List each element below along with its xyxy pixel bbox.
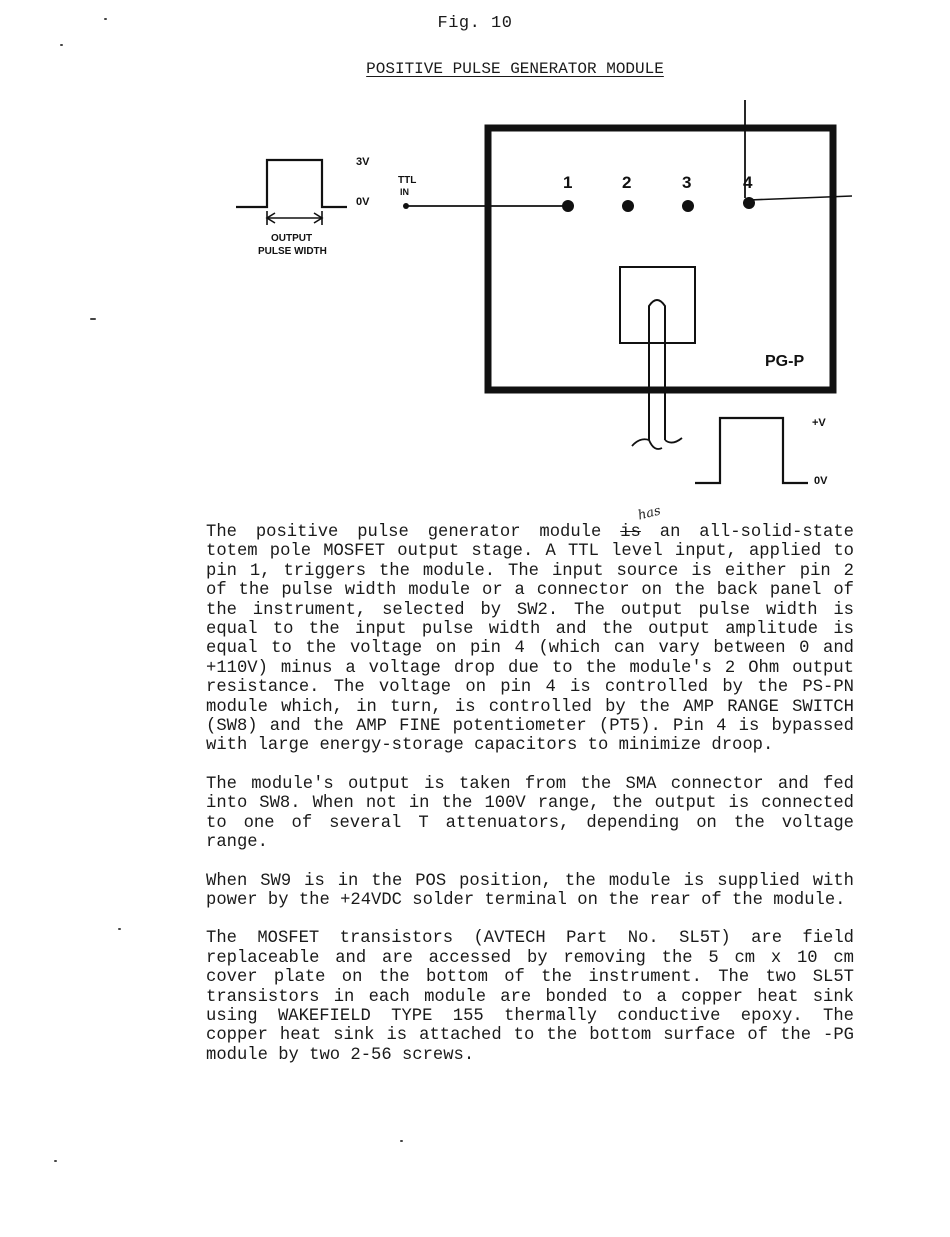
description-text: [206, 523, 854, 1084]
pin-2-dot: [622, 200, 634, 212]
output-low-level-label: 0V: [814, 475, 828, 487]
paragraph-1: [206, 523, 854, 756]
module-box: [488, 128, 833, 390]
scan-speck: [54, 1160, 57, 1162]
ttl-label: TTL: [398, 175, 417, 186]
figure-title: POSITIVE PULSE GENERATOR MODULE: [366, 60, 664, 78]
struck-word: is: [620, 523, 641, 542]
pin-2-label: 2: [622, 173, 632, 192]
output-high-level-label: +V: [812, 417, 826, 429]
pin-3-dot: [682, 200, 694, 212]
scan-speck: [118, 928, 121, 930]
sma-connector: [620, 267, 695, 343]
pin-4-dot: [743, 197, 755, 209]
paragraph-2: The module's output is taken from the SMA connector and fed into SW8. When not in the 100V range, the output is connected to one of several T attenuators, depending on the voltage range.: [206, 774, 854, 853]
pulse-width-caption-line1: OUTPUT: [271, 233, 313, 244]
input-pulse-waveform: [236, 160, 347, 225]
handwritten-correction: has: [636, 503, 663, 524]
module-name-label: PG-P: [765, 353, 805, 370]
figure-label: Fig. 10: [437, 14, 513, 33]
pin-3-label: 3: [682, 173, 692, 192]
pin-4-bypass-wire: [749, 196, 852, 200]
paragraph-4: The MOSFET transistors (AVTECH Part No. SL5T) are field replaceable and are accessed by removing the 5 cm x 10 cm cover plate on the bottom of the instrument. The two SL5T transistors in each module are bonded to a copper heat sink using WAKEFIELD TYPE 155 thermally conductive epoxy. The copper heat sink is attached to the bottom surface of the -PG module by two 2-56 screws.: [206, 929, 854, 1065]
paragraph-1-rest: an all-solid-state totem pole MOSFET output stage. A TTL level input, applied to pin 1, triggers the module. The input source is either pin 2 of the pulse width module or a connector on the back panel of the instrument, selected by SW2. The output pulse width is equal to the input pulse width and the output amplitude is equal to the voltage on pin 4 (which can vary between 0 and +110V) minus a voltage drop due to the module's 2 Ohm output resistance. The voltage on pin 4 is controlled by the PS-PN module which, in turn, is controlled by the AMP RANGE SWITCH (SW8) and the AMP FINE potentiometer (PT5). Pin 4 is bypassed with large energy-storage capacitors to minimize droop.: [206, 523, 854, 756]
scan-speck: [104, 18, 107, 20]
input-high-level-label: 3V: [356, 156, 370, 168]
input-low-level-label: 0V: [356, 196, 370, 208]
pin-1-label: 1: [563, 173, 573, 192]
scan-speck: [60, 44, 63, 46]
scan-speck: [400, 1140, 403, 1142]
output-pulse-waveform: [695, 418, 808, 483]
pin-1-dot: [562, 200, 574, 212]
pulse-width-caption-line2: PULSE WIDTH: [258, 246, 327, 257]
paragraph-3: When SW9 is in the POS position, the module is supplied with power by the +24VDC solder terminal on the rear of the module.: [206, 871, 854, 910]
scan-speck: [90, 318, 96, 320]
pin-4-label: 4: [743, 173, 753, 192]
paragraph-1-start: The positive pulse generator module: [206, 523, 602, 542]
ttl-in-label: IN: [400, 187, 409, 197]
module-diagram: [0, 0, 950, 520]
